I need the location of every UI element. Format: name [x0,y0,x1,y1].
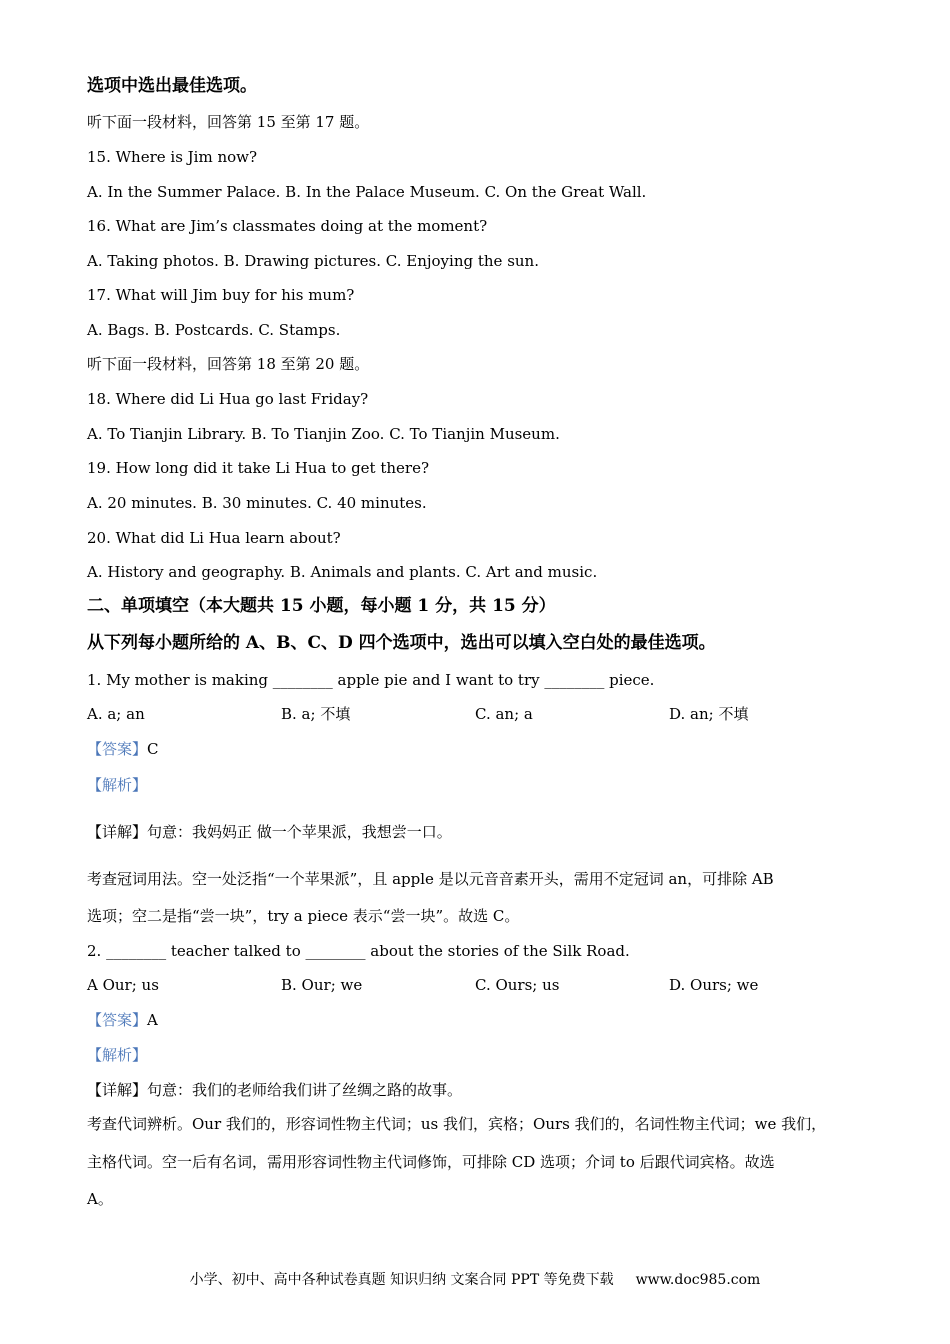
q2-stem: 2. ________ teacher talked to ________ about the stories of the Silk Road. [87,942,630,960]
q1-answer [87,739,159,759]
q1-option-b: B. a; 不填 [281,705,351,723]
question-17: 17. What will Jim buy for his mum? [87,286,355,304]
question-15-options: A. In the Summer Palace. B. In the Palace Museum. C. On the Great Wall. [87,183,647,201]
q1-analysis-tag [87,775,147,795]
question-16-options: A. Taking photos. B. Drawing pictures. C. Enjoying the sun. [87,252,539,270]
q1-option-d: D. an; 不填 [669,705,749,723]
detail-tag: 【详解】 [87,1081,148,1099]
question-15: 15. Where is Jim now? [87,148,258,166]
question-17-options: A. Bags. B. Postcards. C. Stamps. [87,321,341,339]
q2-explanation-line-1: 考查代词辨析。Our 我们的，形容词性物主代词；us 我们，宾格；Ours 我们的，名词性物主代词；we 我们， [87,1115,827,1133]
set1-instruction: 听下面一段材料，回答第 15 至第 17 题。 [87,113,370,131]
q2-option-c: C. Ours; us [475,976,560,994]
q2-analysis-tag [87,1045,147,1065]
set2-instruction: 听下面一段材料，回答第 18 至第 20 题。 [87,355,370,373]
q1-explanation-line-1: 考查冠词用法。空一处泛指“一个苹果派”，且 apple 是以元音音素开头，需用不定冠词 an，可排除 AB [87,870,774,888]
footer-text: 小学、初中、高中各种试卷真题 知识归纳 文案合同 PPT 等免费下载 [189,1272,614,1288]
q2-explanation-line-2: 主格代词。空一后有名词，需用形容词性物主代词修饰，可排除 CD 选项；介词 to 后跟代词宾格。故选 [87,1153,775,1171]
q2-explanation-line-3: A。 [87,1190,113,1208]
question-18: 18. Where did Li Hua go last Friday? [87,390,369,408]
q1-explanation-line-2: 选项；空二是指“尝一块”，try a piece 表示“尝一块”。故选 C。 [87,907,520,925]
detail-text: 句意：我们的老师给我们讲了丝绸之路的故事。 [147,1081,463,1099]
q2-answer [87,1010,158,1030]
question-19-options: A. 20 minutes. B. 30 minutes. C. 40 minutes. [87,494,427,512]
answer-value: C [147,740,159,758]
question-20: 20. What did Li Hua learn about? [87,529,341,547]
section2-heading: 二、单项填空（本大题共 15 小题，每小题 1 分，共 15 分） [87,596,556,616]
q1-detail [87,822,452,842]
listening-intro: 选项中选出最佳选项。 [87,76,257,96]
footer-url[interactable]: www.doc985.com [635,1272,761,1288]
question-16: 16. What are Jim’s classmates doing at the moment? [87,217,488,235]
detail-text: 句意：我妈妈正 做一个苹果派，我想尝一口。 [147,823,452,841]
question-19: 19. How long did it take Li Hua to get there? [87,459,430,477]
question-18-options: A. To Tianjin Library. B. To Tianjin Zoo. C. To Tianjin Museum. [87,425,560,443]
q2-option-a: A Our; us [87,976,159,994]
q2-option-b: B. Our; we [281,976,363,994]
q2-option-d: D. Ours; we [669,976,759,994]
answer-tag: 【答案】 [87,740,148,758]
detail-tag: 【详解】 [87,823,148,841]
analysis-tag: 【解析】 [87,1046,148,1064]
q2-detail [87,1080,462,1100]
page-footer [0,1269,950,1289]
q1-option-a: A. a; an [87,705,145,723]
analysis-tag: 【解析】 [87,776,148,794]
answer-value: A [147,1011,158,1029]
answer-tag: 【答案】 [87,1011,148,1029]
section2-instruction: 从下列每小题所给的 A、B、C、D 四个选项中，选出可以填入空白处的最佳选项。 [87,633,716,653]
question-20-options: A. History and geography. B. Animals and plants. C. Art and music. [87,563,598,581]
q1-option-c: C. an; a [475,705,533,723]
q1-stem: 1. My mother is making ________ apple pie and I want to try ________ piece. [87,671,655,689]
